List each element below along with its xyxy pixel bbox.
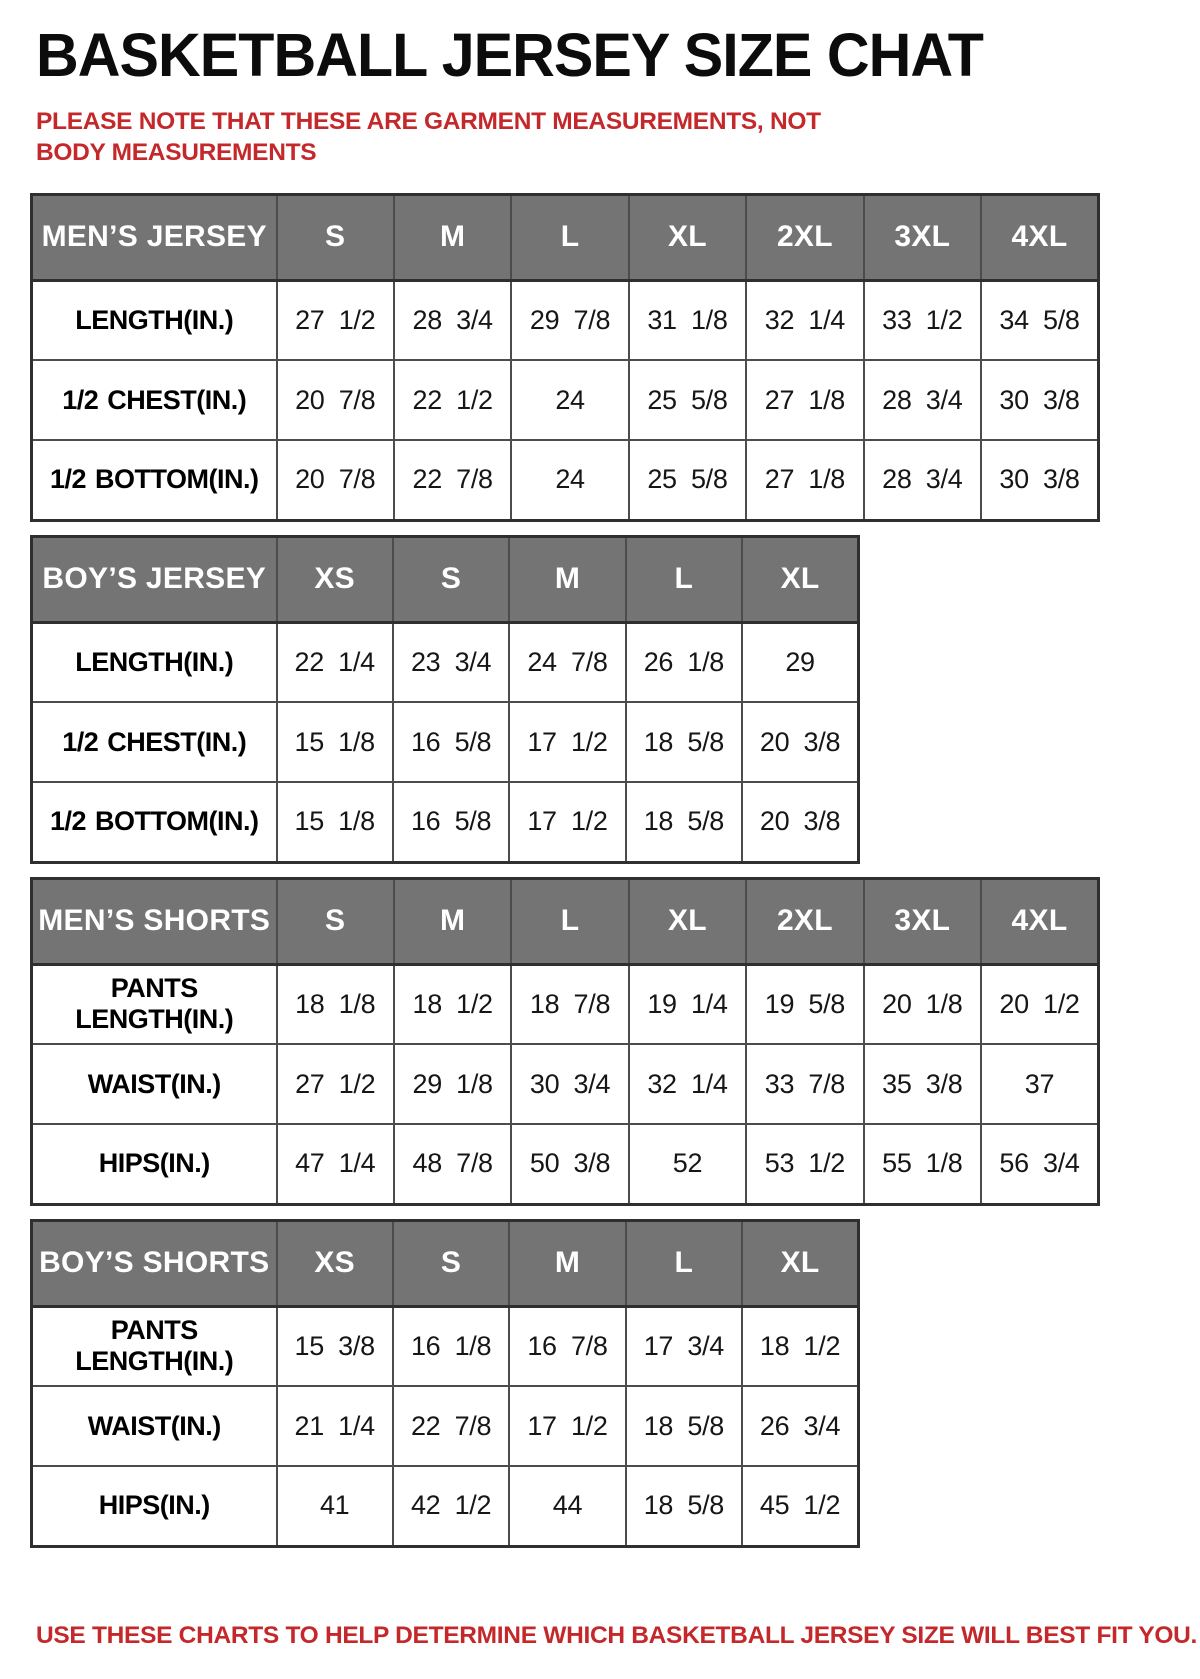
measurement-value-cell: 18 5/8 <box>626 702 742 782</box>
boys-jersey-header-row <box>32 536 859 622</box>
mens-jersey-size-table <box>30 193 1100 522</box>
mens-shorts-size-header-4xl: 4XL <box>981 878 1098 964</box>
measurement-value-cell: 33 7/8 <box>746 1044 863 1124</box>
measurement-value-cell: 32 1/4 <box>629 1044 746 1124</box>
measurement-value-cell: 23 3/4 <box>393 622 509 702</box>
measurement-value-cell: 30 3/8 <box>981 360 1098 440</box>
measurement-value-cell: 18 7/8 <box>511 964 628 1044</box>
boys-jersey-row <box>32 622 859 702</box>
measurement-value-cell: 18 1/8 <box>277 964 394 1044</box>
measurement-value-cell: 17 3/4 <box>626 1306 742 1386</box>
measurement-value-cell: 53 1/2 <box>746 1124 863 1204</box>
measurement-value-cell: 19 5/8 <box>746 964 863 1044</box>
boys-jersey-size-header-xl: XL <box>742 536 858 622</box>
mens-jersey-size-header-l: L <box>511 194 628 280</box>
measurement-value-cell: 16 5/8 <box>393 782 509 862</box>
measurement-value-cell: 15 1/8 <box>277 782 393 862</box>
mens-shorts-size-header-3xl: 3XL <box>864 878 981 964</box>
row-label-cell: LENGTH(IN.) <box>32 622 277 702</box>
row-label-cell: 1/2 BOTTOM(IN.) <box>32 440 277 520</box>
row-label-cell: PANTS LENGTH(IN.) <box>32 1306 277 1386</box>
measurement-value-cell: 47 1/4 <box>277 1124 394 1204</box>
mens-jersey-size-header-s: S <box>277 194 394 280</box>
boys-shorts-header-row <box>32 1220 859 1306</box>
measurement-value-cell: 33 1/2 <box>864 280 981 360</box>
mens-shorts-row <box>32 1044 1099 1124</box>
measurement-value-cell: 18 5/8 <box>626 1466 742 1546</box>
measurement-value-cell: 17 1/2 <box>509 782 625 862</box>
mens-jersey-row <box>32 280 1099 360</box>
measurement-value-cell: 35 3/8 <box>864 1044 981 1124</box>
mens-shorts-size-header-m: M <box>394 878 511 964</box>
boys-shorts-size-header-m: M <box>509 1220 625 1306</box>
measurement-value-cell: 20 3/8 <box>742 702 858 782</box>
mens-jersey-title-cell: MEN’S JERSEY <box>32 194 277 280</box>
measurement-value-cell: 29 <box>742 622 858 702</box>
measurement-value-cell: 32 1/4 <box>746 280 863 360</box>
measurement-value-cell: 25 5/8 <box>629 440 746 520</box>
row-label-cell: WAIST(IN.) <box>32 1386 277 1466</box>
boys-shorts-size-table <box>30 1219 860 1548</box>
measurement-value-cell: 17 1/2 <box>509 1386 625 1466</box>
measurement-value-cell: 28 3/4 <box>394 280 511 360</box>
measurement-value-cell: 17 1/2 <box>509 702 625 782</box>
measurement-value-cell: 41 <box>277 1466 393 1546</box>
measurement-value-cell: 25 5/8 <box>629 360 746 440</box>
measurement-value-cell: 48 7/8 <box>394 1124 511 1204</box>
boys-shorts-row <box>32 1386 859 1466</box>
mens-jersey-size-header-m: M <box>394 194 511 280</box>
measurement-value-cell: 24 <box>511 360 628 440</box>
measurement-value-cell: 22 1/4 <box>277 622 393 702</box>
boys-jersey-size-table <box>30 535 860 864</box>
measurement-value-cell: 52 <box>629 1124 746 1204</box>
row-label-cell: LENGTH(IN.) <box>32 280 277 360</box>
measurement-value-cell: 18 5/8 <box>626 782 742 862</box>
boys-jersey-size-header-m: M <box>509 536 625 622</box>
row-label-cell: 1/2 BOTTOM(IN.) <box>32 782 277 862</box>
boys-jersey-size-header-l: L <box>626 536 742 622</box>
mens-jersey-size-header-xl: XL <box>629 194 746 280</box>
measurement-value-cell: 15 1/8 <box>277 702 393 782</box>
mens-jersey-header-row <box>32 194 1099 280</box>
mens-jersey-row <box>32 360 1099 440</box>
measurement-value-cell: 24 <box>511 440 628 520</box>
boys-jersey-row <box>32 782 859 862</box>
mens-shorts-size-table <box>30 877 1100 1206</box>
measurement-value-cell: 16 1/8 <box>393 1306 509 1386</box>
measurement-value-cell: 55 1/8 <box>864 1124 981 1204</box>
measurement-value-cell: 15 3/8 <box>277 1306 393 1386</box>
boys-shorts-title-cell: BOY’S SHORTS <box>32 1220 277 1306</box>
row-label-cell: PANTS LENGTH(IN.) <box>32 964 277 1044</box>
measurement-value-cell: 42 1/2 <box>393 1466 509 1546</box>
row-label-cell: 1/2 CHEST(IN.) <box>32 360 277 440</box>
measurement-value-cell: 29 7/8 <box>511 280 628 360</box>
measurement-value-cell: 28 3/4 <box>864 440 981 520</box>
mens-shorts-row <box>32 1124 1099 1204</box>
boys-shorts-row <box>32 1306 859 1386</box>
row-label-cell: 1/2 CHEST(IN.) <box>32 702 277 782</box>
mens-jersey-size-header-4xl: 4XL <box>981 194 1098 280</box>
mens-shorts-size-header-2xl: 2XL <box>746 878 863 964</box>
measurement-value-cell: 19 1/4 <box>629 964 746 1044</box>
measurement-value-cell: 22 7/8 <box>393 1386 509 1466</box>
measurement-value-cell: 34 5/8 <box>981 280 1098 360</box>
measurement-value-cell: 20 1/2 <box>981 964 1098 1044</box>
measurement-value-cell: 27 1/2 <box>277 280 394 360</box>
measurement-value-cell: 31 1/8 <box>629 280 746 360</box>
boys-jersey-size-header-s: S <box>393 536 509 622</box>
measurement-value-cell: 16 5/8 <box>393 702 509 782</box>
measurement-value-cell: 26 3/4 <box>742 1386 858 1466</box>
measurement-value-cell: 18 5/8 <box>626 1386 742 1466</box>
measurement-value-cell: 18 1/2 <box>742 1306 858 1386</box>
mens-jersey-row <box>32 440 1099 520</box>
measurement-value-cell: 44 <box>509 1466 625 1546</box>
boys-jersey-size-header-xs: XS <box>277 536 393 622</box>
measurement-value-cell: 56 3/4 <box>981 1124 1098 1204</box>
measurement-value-cell: 20 7/8 <box>277 440 394 520</box>
measurement-value-cell: 30 3/4 <box>511 1044 628 1124</box>
boys-shorts-size-header-xl: XL <box>742 1220 858 1306</box>
row-label-cell: HIPS(IN.) <box>32 1466 277 1546</box>
boys-shorts-size-header-xs: XS <box>277 1220 393 1306</box>
measurement-value-cell: 22 7/8 <box>394 440 511 520</box>
measurement-value-cell: 45 1/2 <box>742 1466 858 1546</box>
garment-measurement-note: PLEASE NOTE THAT THESE ARE GARMENT MEASUREMENTS, NOT BODY MEASUREMENTS <box>36 108 821 167</box>
mens-shorts-row <box>32 964 1099 1044</box>
boys-jersey-title-cell: BOY’S JERSEY <box>32 536 277 622</box>
mens-jersey-size-header-3xl: 3XL <box>864 194 981 280</box>
fit-advice-note: USE THESE CHARTS TO HELP DETERMINE WHICH BASKETBALL JERSEY SIZE WILL BEST FIT YOU. <box>36 1621 1198 1649</box>
row-label-cell: WAIST(IN.) <box>32 1044 277 1124</box>
measurement-value-cell: 27 1/8 <box>746 360 863 440</box>
boys-shorts-size-header-l: L <box>626 1220 742 1306</box>
mens-shorts-size-header-xl: XL <box>629 878 746 964</box>
measurement-value-cell: 18 1/2 <box>394 964 511 1044</box>
measurement-value-cell: 27 1/2 <box>277 1044 394 1124</box>
measurement-value-cell: 16 7/8 <box>509 1306 625 1386</box>
measurement-value-cell: 20 7/8 <box>277 360 394 440</box>
row-label-cell: HIPS(IN.) <box>32 1124 277 1204</box>
measurement-value-cell: 37 <box>981 1044 1098 1124</box>
measurement-value-cell: 20 3/8 <box>742 782 858 862</box>
mens-shorts-size-header-s: S <box>277 878 394 964</box>
boys-jersey-row <box>32 702 859 782</box>
mens-jersey-size-header-2xl: 2XL <box>746 194 863 280</box>
measurement-value-cell: 30 3/8 <box>981 440 1098 520</box>
mens-shorts-size-header-l: L <box>511 878 628 964</box>
measurement-value-cell: 27 1/8 <box>746 440 863 520</box>
boys-shorts-row <box>32 1466 859 1546</box>
mens-shorts-header-row <box>32 878 1099 964</box>
measurement-value-cell: 50 3/8 <box>511 1124 628 1204</box>
measurement-value-cell: 26 1/8 <box>626 622 742 702</box>
measurement-value-cell: 24 7/8 <box>509 622 625 702</box>
measurement-value-cell: 21 1/4 <box>277 1386 393 1466</box>
measurement-value-cell: 29 1/8 <box>394 1044 511 1124</box>
measurement-value-cell: 28 3/4 <box>864 360 981 440</box>
page-title: BASKETBALL JERSEY SIZE CHAT <box>36 21 983 89</box>
measurement-value-cell: 22 1/2 <box>394 360 511 440</box>
boys-shorts-size-header-s: S <box>393 1220 509 1306</box>
measurement-value-cell: 20 1/8 <box>864 964 981 1044</box>
mens-shorts-title-cell: MEN’S SHORTS <box>32 878 277 964</box>
